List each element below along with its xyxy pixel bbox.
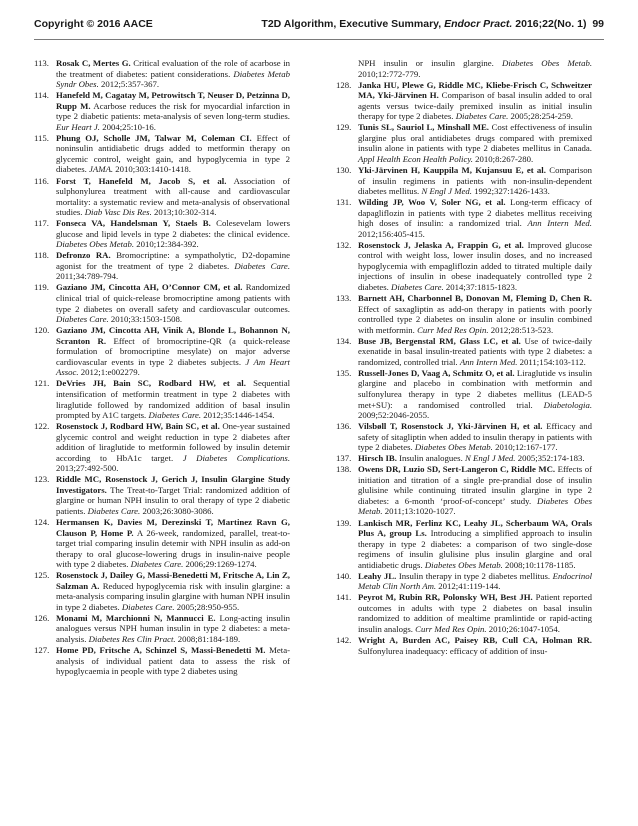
reference-citation: 2011;13:1020-1027. [384, 506, 456, 517]
reference-journal: Diabetes Care. [87, 505, 141, 516]
reference-journal: Diabetes Obes Metab. [502, 58, 593, 68]
reference-title: Sequential intensification of metformin treatment in type 2 diabetes with liraglutide followed by randomized addition of basal insulin prompted by A1C targets. [56, 378, 291, 421]
reference-entry [34, 378, 290, 420]
reference-journal: Ann Intern Med. [459, 356, 518, 367]
reference-citation: 2010;26:1047-1054. [488, 623, 560, 634]
reference-authors: Owens DR, Luzio SD, Sert-Langeron C, Riddle MC. [358, 464, 556, 475]
reference-title: One-year sustained glycemic control and weight reduction in type 2 diabetes after addition of liraglutide to metformin followed by insulin detemir according to HbA1c target. [56, 421, 290, 463]
reference-authors: Rosenstock J, Jelaska A, Frappin G, et al. [358, 239, 524, 250]
journal-name: Endocr Pract. [444, 17, 513, 30]
reference-journal: Diabetes Metab Syndr Obes. [56, 68, 290, 90]
reference-citation: 2010;33:1503-1508. [110, 314, 183, 325]
reference-number: 125. [34, 570, 50, 581]
reference-number: 116. [34, 175, 49, 186]
reference-journal: Endocrinol Metab Clin North Am. [358, 570, 592, 592]
reference-journal: Diabetes Care. [56, 314, 109, 325]
reference-journal: Diabetes Obes Metab. [56, 239, 135, 250]
reference-authors: Phung OJ, Scholle JM, Talwar M, Coleman CI. [56, 132, 252, 143]
issue-info: 2016;22(No. 1) [515, 17, 587, 30]
reference-entry [34, 250, 290, 282]
reference-journal: Curr Med Res Opin. [415, 623, 487, 634]
reference-title: Sulfonylurea inadequacy: efficacy of addition of insu- [358, 645, 548, 656]
reference-number: 134. [336, 335, 352, 346]
running-title [261, 18, 604, 30]
reference-number: 136. [336, 421, 352, 432]
reference-number: 123. [34, 474, 50, 485]
reference-entry [336, 453, 592, 464]
reference-title: Acarbose reduces the risk for myocardial infarction in type 2 diabetic patients: meta-analysis of seven long-term studies. [56, 100, 290, 122]
reference-entry [336, 80, 592, 122]
reference-number: 124. [34, 517, 50, 528]
copyright-notice: Copyright © 2016 AACE [34, 17, 153, 30]
reference-entry [34, 325, 290, 378]
reference-journal: J Diabetes Complications. [182, 452, 291, 463]
reference-column-left [34, 58, 290, 677]
reference-entry [34, 474, 290, 516]
reference-title: Effect of saxagliptin as add-on therapy in patients with poorly controlled type 2 diabetes on insulin alone or insulin combined with metformin. [358, 303, 592, 335]
reference-title: Long-acting insulin analogues versus NPH human insulin in type 2 diabetes: a meta-analysis. [56, 612, 290, 645]
reference-citation: 2010;8:267-280. [475, 153, 534, 164]
reference-entry [34, 517, 290, 570]
reference-journal: N Engl J Med. [421, 186, 472, 197]
reference-number: 137. [336, 453, 352, 464]
reference-title: Effect of bromocriptine-QR (a quick-release formulation of bromocriptine mesylate) on major adverse cardiovascular events in type 2 diabetes subjects. [56, 335, 291, 367]
reference-authors: Rosenstock J, Rodbard HW, Bain SC, et al. [56, 421, 220, 432]
reference-entry [336, 368, 592, 421]
reference-citation: 2010;12:384-392. [136, 239, 199, 250]
reference-title: Insulin therapy in type 2 diabetes mellitus. [398, 570, 551, 581]
reference-authors: Fonseca VA, Handelsman Y, Staels B. [56, 218, 211, 229]
reference-entry [336, 240, 592, 293]
reference-title: Cost effectiveness of insulin glargine plus oral antidiabetes drugs compared with premixed insulin alone in patients with type 2 diabetes mellitus in Canada. [358, 122, 593, 154]
reference-entry [34, 133, 290, 175]
reference-citation: 2012;5:357-367. [100, 79, 160, 90]
reference-title: Association of sulphonylurea treatment with all-cause and cardiovascular mortality: a systematic review and meta-analysis of observational studies. [56, 175, 290, 218]
reference-authors: Monami M, Marchionni N, Mannucci E. [56, 612, 216, 623]
reference-citation: 2005;352:174-183. [517, 453, 585, 464]
reference-entry [34, 570, 290, 612]
reference-number: 117. [34, 218, 49, 229]
reference-entry [34, 176, 290, 218]
reference-citation: 2005;28:950-955. [176, 601, 240, 612]
reference-title: A 26-week, randomized, parallel, treat-to-target trial comparing insulin detemir with NPH insulin as add-on therapy to oral glucose-lowering drugs in insulin-naive people with type 2 diabetes. [56, 527, 290, 570]
reference-entry [34, 90, 290, 132]
reference-authors: Defronzo RA. [56, 250, 111, 261]
reference-citation: 2013;27:492-500. [56, 463, 119, 474]
reference-number: 113. [34, 58, 49, 68]
reference-authors: Lankisch MR, Ferlinz KC, Leahy JL, Scherbaum WA, Orals Plus A, group Ls. [358, 517, 592, 539]
reference-number: 132. [336, 239, 352, 250]
reference-citation: 2012;41:119-144. [438, 581, 501, 592]
page-number: 99 [592, 17, 604, 30]
reference-citation: 2010;12:772-779. [358, 68, 421, 79]
reference-number: 130. [336, 164, 352, 175]
reference-citation: 2014;37:1815-1823. [445, 281, 518, 292]
reference-title: Critical evaluation of the role of acarbose in the treatment of diabetes: patient considerations. [56, 58, 291, 79]
reference-number: 133. [336, 293, 352, 304]
reference-authors: Leahy JL. [358, 570, 397, 581]
reference-entry [34, 282, 290, 324]
reference-journal: Diabetes Care. [391, 281, 444, 292]
reference-entry [336, 518, 592, 571]
reference-title: Randomized clinical trial of quick-release bromocriptine among patients with type 2 diabetes on overall safety and cardiovascular outcomes. [56, 282, 290, 314]
reference-citation: 2011;34:789-794. [56, 271, 119, 282]
reference-title: Introducing a simplified approach to insulin therapy in type 2 diabetes: a comparison of two single-dose regimens of insulin glulisine plus insulin glargine and oral antidiabetic drugs. [358, 528, 592, 570]
reference-journal: Diabetes Res Clin Pract. [88, 634, 176, 645]
reference-authors: Home PD, Fritsche A, Schinzel S, Massi-Benedetti M. [56, 645, 266, 656]
reference-citation: 2003;26:3080-3086. [142, 505, 214, 516]
reference-authors: Janka HU, Plewe G, Riddle MC, Kliebe-Frisch C, Schweitzer MA, Yki-Järvinen H. [358, 79, 592, 101]
reference-entry [336, 58, 592, 79]
reference-number: 140. [336, 570, 352, 581]
reference-number: 139. [336, 517, 352, 528]
reference-number: 115. [34, 132, 49, 143]
reference-title: Effect of noninsulin antidiabetic drugs added to metformin therapy on glycemic control, weight gain, and hypoglycemia in type 2 diabetes. [56, 132, 290, 175]
reference-citation: 2012;156:405-415. [358, 228, 425, 239]
reference-title: Comparison of insulin regimens in patients with non-insulin-dependent diabetes mellitus. [358, 164, 593, 197]
reference-authors: Rosenstock J, Dailey G, Massi-Benedetti M, Fritsche A, Lin Z, Salzman A. [56, 570, 290, 591]
reference-authors: Buse JB, Bergenstal RM, Glass LC, et al. [358, 335, 521, 346]
reference-journal: Diabetes Care. [455, 111, 509, 122]
reference-journal: N Engl J Med. [464, 453, 516, 464]
reference-authors: Peyrot M, Rubin RR, Polonsky WH, Best JH. [358, 592, 533, 603]
reference-number: 126. [34, 612, 50, 623]
reference-entry [336, 592, 592, 634]
reference-entry [336, 122, 592, 164]
reference-authors: Gaziano JM, Cincotta AH, Vinik A, Blonde L, Bohannon N, Scranton R. [56, 325, 290, 346]
reference-title: Liraglutide vs insulin glargine and placebo in combination with metformin and sulfonylurea therapy in type 2 diabetes mellitus (LEAD-5 met+SU): a randomised controlled trial. [358, 367, 593, 410]
reference-entry [336, 421, 592, 453]
reference-title: Insulin analogues. [399, 453, 463, 464]
reference-title: Colesevelam lowers glucose and lipid levels in type 2 diabetes: the clinical evidence. [56, 218, 290, 239]
running-header [34, 10, 604, 40]
reference-number: 131. [336, 197, 352, 208]
reference-citation: 2009;52:2046-2055. [358, 410, 430, 421]
reference-journal: Diabetes Care. [234, 260, 291, 271]
reference-entry [336, 336, 592, 368]
reference-citation: 2012;1:e002279. [80, 367, 140, 378]
reference-authors: Vilsbøll T, Rosenstock J, Yki-Järvinen H, et al. [358, 421, 543, 432]
reference-citation: 2004;25:10-16. [102, 121, 156, 132]
reference-authors: Wilding JP, Woo V, Soler NG, et al. [358, 197, 506, 208]
reference-title: Use of twice-daily exenatide in basal insulin-treated patients with type 2 diabetes: a randomized, controlled trial. [358, 335, 592, 367]
reference-journal: Diabetes Obes Metab. [358, 495, 593, 517]
reference-citation: 2012;28:513-523. [490, 324, 554, 335]
reference-entry [336, 464, 592, 517]
reference-title: Effects of initiation and titration of a single pre-prandial dose of insulin glulisine while continuing titrated insulin glargine in type 2 diabetes: a 6-month ‘proof-of-concept’ study. [358, 464, 592, 506]
reference-title: Meta-analysis of individual patient data to assess the risk of hypoglycaemia in people with type 2 diabetes using [56, 645, 290, 677]
reference-authors: Hirsch IB. [358, 453, 397, 464]
reference-authors: Russell-Jones D, Vaag A, Schmitz O, et al. [358, 367, 515, 378]
reference-authors: Yki-Järvinen H, Kauppila M, Kujansuu E, et al. [358, 164, 546, 175]
reference-journal: Diabetes Obes Metab. [424, 559, 503, 570]
reference-number: 141. [336, 592, 352, 603]
reference-authors: Riddle MC, Rosenstock J, Gerich J, Insulin Glargine Study Investigators. [56, 474, 290, 495]
reference-title: Reduced hypoglycemia risk with insulin glargine: a meta-analysis comparing insulin glargine with human NPH insulin in type 2 diabetes. [56, 580, 290, 612]
reference-citation: 2012;35:1446-1454. [203, 410, 275, 421]
reference-journal: Curr Med Res Opin. [417, 324, 489, 335]
reference-authors: Barnett AH, Charbonnel B, Donovan M, Fleming D, Chen R. [358, 293, 592, 304]
reference-number: 127. [34, 645, 50, 656]
reference-citation: 2010;303:1410-1418. [115, 164, 191, 175]
reference-authors: Wright A, Burden AC, Paisey RB, Cull CA, Holman RR. [358, 635, 592, 646]
reference-journal: Diabetes Care. [130, 559, 184, 570]
reference-entry [34, 613, 290, 645]
reference-journal: Eur Heart J. [56, 121, 100, 132]
reference-citation: 2008;81:184-189. [177, 634, 241, 645]
reference-title: Efficacy and safety of sitagliptin when added to insulin therapy in patients with type 2 diabetes. [358, 421, 593, 453]
reference-journal: Ann Intern Med. [527, 218, 592, 229]
reference-number: 128. [336, 79, 352, 90]
reference-number: 119. [34, 282, 49, 293]
reference-authors: Tunis SL, Sauriol L, Minshall ME. [358, 122, 489, 133]
reference-authors: DeVries JH, Bain SC, Rodbard HW, et al. [56, 378, 246, 389]
reference-number: 118. [34, 250, 49, 261]
reference-journal: Diabetologia. [543, 399, 593, 410]
reference-authors: Hanefeld M, Cagatay M, Petrowitsch T, Neuser D, Petzinna D, Rupp M. [56, 90, 290, 111]
reference-entry [34, 645, 290, 677]
reference-entry [34, 421, 290, 474]
reference-entry [336, 165, 592, 197]
reference-citation: 2013;10:302-314. [153, 207, 217, 218]
reference-title: The Treat-to-Target Trial: randomized addition of glargine or human NPH insulin to oral therapy of type 2 diabetic patients. [56, 484, 291, 516]
reference-entry [34, 58, 290, 90]
reference-journal: Diabetes Care. [148, 410, 202, 421]
reference-authors: Rosak C, Mertes G. [56, 58, 131, 68]
reference-title: Patient reported outcomes in adults with type 2 diabetes on basal insulin randomized to addition of mealtime pramlintide or rapid-acting insulin analogs. [358, 592, 592, 634]
reference-citation: 1992;327:1426-1433. [474, 186, 550, 197]
reference-title: NPH insulin or insulin glargine. [358, 58, 494, 68]
reference-number: 138. [336, 464, 352, 475]
reference-title: Bromocriptine: a sympatholytic, D2-dopamine agonist for the treatment of type 2 diabetes. [56, 250, 290, 271]
reference-title: Improved glucose control with weight loss, lower insulin doses, and no increased hypoglycemia with empagliflozin added to titrated multiple daily injections of insulin in obese inadequately controlled type 2 diabetes. [358, 239, 593, 292]
reference-number: 129. [336, 122, 352, 133]
reference-authors: Hermansen K, Davies M, Derezinski T, Martinez Ravn G, Clauson P, Home P. [56, 517, 290, 538]
reference-authors: Gaziano JM, Cincotta AH, O’Connor CM, et al. [56, 282, 243, 293]
reference-number: 122. [34, 421, 50, 432]
reference-citation: 2005;28:254-259. [510, 111, 573, 122]
reference-number: 142. [336, 635, 352, 646]
reference-entry [336, 197, 592, 239]
reference-journal: Diab Vasc Dis Res. [84, 207, 152, 218]
reference-entry [34, 218, 290, 250]
reference-number: 135. [336, 367, 352, 378]
reference-title: Comparison of basal insulin added to oral agents versus twice-daily premixed insulin as initial insulin therapy for type 2 diabetes. [358, 90, 593, 122]
reference-column-right [336, 58, 592, 657]
reference-authors: Forst T, Hanefeld M, Jacob S, et al. [56, 175, 227, 186]
reference-entry [336, 635, 592, 656]
reference-number: 121. [34, 378, 50, 389]
reference-entry [336, 571, 592, 592]
reference-citation: 2011;154:103-112. [519, 356, 586, 367]
reference-journal: Diabetes Obes Metab. [414, 442, 493, 453]
reference-citation: 2008;10:1178-1185. [505, 559, 576, 570]
running-title-prefix: T2D Algorithm, Executive Summary, [261, 17, 442, 30]
reference-entry [336, 293, 592, 335]
reference-journal: J Am Heart Assoc. [56, 356, 290, 378]
reference-number: 120. [34, 325, 50, 336]
reference-journal: Diabetes Care. [121, 601, 175, 612]
reference-journal: Appl Health Econ Health Policy. [358, 153, 473, 164]
reference-number: 114. [34, 90, 49, 101]
reference-journal: JAMA. [89, 164, 114, 175]
reference-title: Long-term efficacy of dapagliflozin in patients with type 2 diabetes mellitus receiving high doses of insulin: a randomized trial. [358, 197, 593, 229]
reference-citation: 2010;12:167-177. [495, 442, 558, 453]
reference-citation: 2006;29:1269-1274. [185, 559, 257, 570]
